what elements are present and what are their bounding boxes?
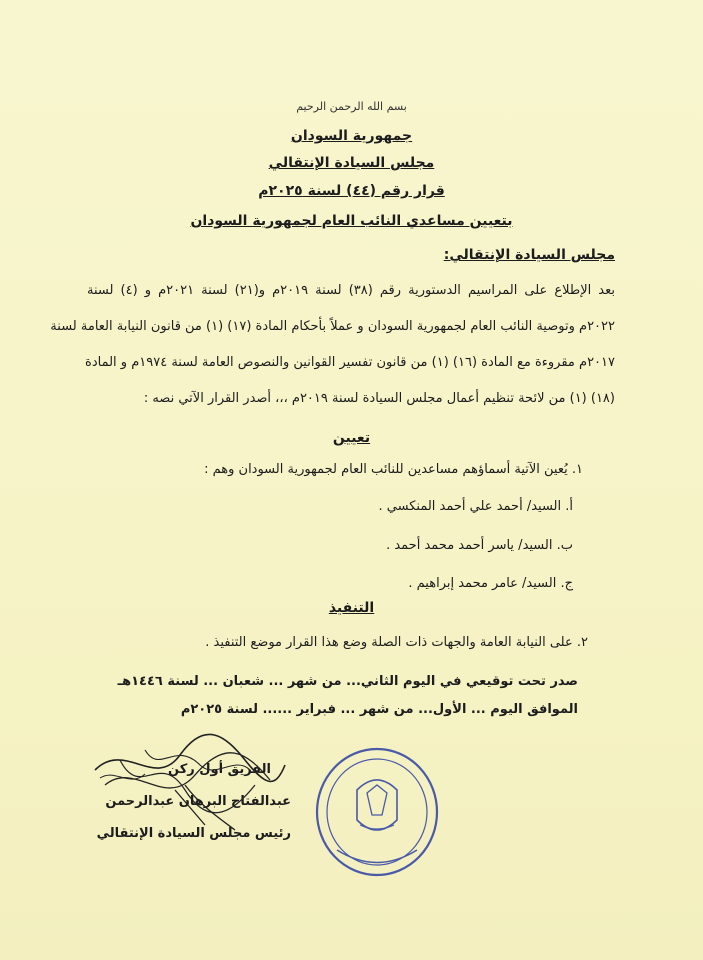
decree-number: قرار رقم (٤٤) لسنة ٢٠٢٥م — [258, 183, 445, 199]
item-2: ٢. على النيابة العامة والجهات ذات الصلة وضع هذا القرار موضع التنفيذ . — [205, 635, 588, 650]
decree-subject: بتعيين مساعدي النائب العام لجمهورية السودان — [190, 213, 513, 229]
section-execution-heading: التنفيذ — [328, 600, 375, 616]
preamble-line: بعد الإطلاع على المراسيم الدستورية رقم (٣٨) لسنة ٢٠١٩م و(٢١) لسنة ٢٠٢١م و (٤) لسنة — [87, 283, 616, 298]
section-appoint-heading: تعيين — [332, 430, 371, 446]
appointee-name: ج. السيد/ عامر محمد إبراهيم . — [408, 576, 573, 591]
handwritten-signature — [85, 730, 295, 840]
preamble-line: ٢٠٢٢م وتوصية النائب العام لجمهورية السودان و عملاً بأحكام المادة (١٧) (١) من قانون النيابة العامة لسنة — [50, 319, 615, 334]
council-heading: مجلس السيادة الإنتقالي — [268, 155, 435, 171]
signatory-title: رئيس مجلس السيادة الإنتقالي — [96, 826, 291, 841]
republic-heading: جمهورية السودان — [290, 128, 413, 144]
issue-date-gregorian: الموافق اليوم ... الأول... من شهر ... فبراير ...... لسنة ٢٠٢٥م — [180, 702, 578, 717]
signatory-name: عبدالفتاح البرهان عبدالرحمن — [105, 794, 291, 809]
preamble-title: مجلس السيادة الإنتقالي: — [443, 247, 615, 263]
appointee-name: ب. السيد/ ياسر أحمد محمد أحمد . — [386, 538, 573, 553]
official-stamp — [312, 745, 442, 880]
signatory-rank: الفريق أول ركن — [168, 762, 271, 777]
appointee-name: أ. السيد/ أحمد علي أحمد المنكسي . — [378, 499, 573, 514]
secretary-bird-emblem — [357, 780, 397, 830]
basmala: بسم الله الرحمن الرحيم — [296, 100, 407, 113]
issue-date-hijri: صدر تحت توقيعي في اليوم الثاني... من شهر ... شعبان ... لسنة ١٤٤٦هـ — [117, 674, 578, 689]
preamble-line: ٢٠١٧م مقروءة مع المادة (١٦) (١) من قانون تفسير القوانين والنصوص العامة لسنة ١٩٧٤م و المادة — [85, 355, 615, 370]
preamble-line: (١٨) (١) من لائحة تنظيم أعمال مجلس السيادة لسنة ٢٠١٩م ،،، أصدر القرار الآتي نصه : — [143, 391, 615, 406]
item-1: ١. يُعين الآتية أسماؤهم مساعدين للنائب العام لجمهورية السودان وهم : — [204, 462, 583, 477]
